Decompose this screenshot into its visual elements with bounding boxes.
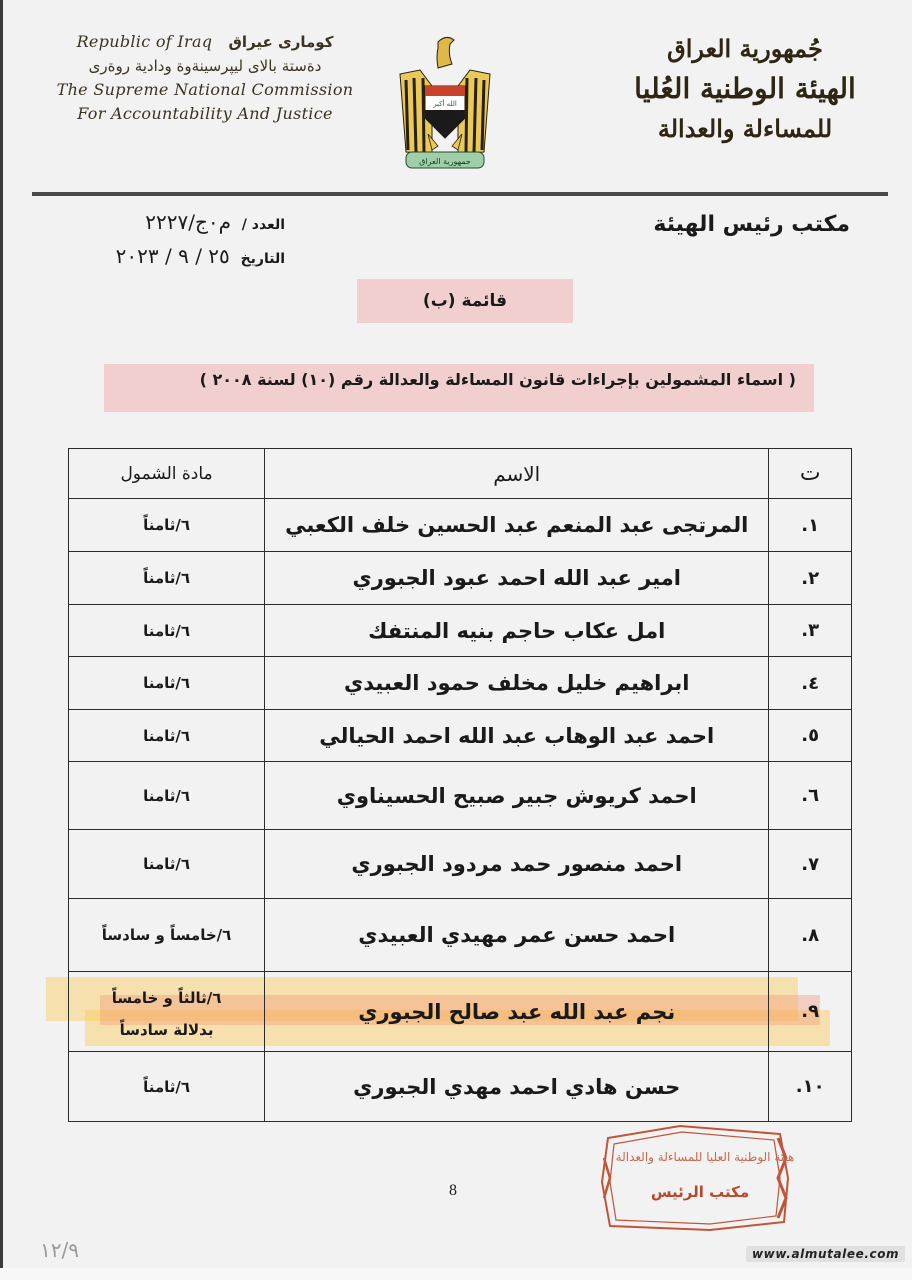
row-criterion: ٦/ثامنا xyxy=(69,762,265,830)
row-number: ١٠. xyxy=(769,1052,852,1122)
row-criterion: ٦/ثامنا xyxy=(69,657,265,710)
table-row xyxy=(69,899,852,972)
stamp-office-text: مكتب الرئيس xyxy=(650,1183,750,1201)
header-en-accountability: For Accountability And Justice xyxy=(77,104,333,123)
table-row xyxy=(69,552,852,605)
emblem-eagle-head xyxy=(437,37,454,68)
header-left xyxy=(40,30,370,126)
row-name: احمد منصور حمد مردود الجبوري xyxy=(265,830,769,899)
row-criterion: ٦/ثامنا xyxy=(69,710,265,762)
header-ku-republic: كومارى عيراق xyxy=(228,33,334,51)
header-en-republic: Republic of Iraq xyxy=(76,32,213,51)
row-number: ١. xyxy=(769,499,852,552)
header-left-line1 xyxy=(40,30,370,54)
reference-block xyxy=(55,205,285,273)
list-subtitle xyxy=(104,364,814,412)
table-row xyxy=(69,710,852,762)
row-criterion: ٦/ثامنا xyxy=(69,830,265,899)
row-criterion-line1: ٦/ثالثاً و خامساً xyxy=(111,988,222,1007)
row-name: احمد حسن عمر مهيدي العبيدي xyxy=(265,899,769,972)
row-number: ٥. xyxy=(769,710,852,762)
header-ku-commission: دةستة بالاى ليپرسينةوة ودادية روةرى xyxy=(88,57,322,75)
row-criterion: ٦/ثامناً xyxy=(69,1052,265,1122)
office-stamp-icon xyxy=(590,1118,800,1236)
names-table xyxy=(68,448,852,1122)
reference-label: العدد / xyxy=(241,217,285,233)
row-name: نجم عبد الله عبد صالح الجبوري xyxy=(265,972,769,1052)
row-name: احمد عبد الوهاب عبد الله احمد الحيالي xyxy=(265,710,769,762)
row-name: حسن هادي احمد مهدي الجبوري xyxy=(265,1052,769,1122)
row-number: ٦. xyxy=(769,762,852,830)
row-name: امير عبد الله احمد عبود الجبوري xyxy=(265,552,769,605)
table-row xyxy=(69,499,852,552)
row-criterion-line2: بدلالة سادساً xyxy=(119,1020,214,1039)
row-number: ٧. xyxy=(769,830,852,899)
table-row xyxy=(69,657,852,710)
office-title: مكتب رئيس الهيئة xyxy=(653,212,850,237)
row-criterion: ٦/ثامنا xyxy=(69,605,265,657)
row-name: المرتجى عبد المنعم عبد الحسين خلف الكعبي xyxy=(265,499,769,552)
row-name: ابراهيم خليل مخلف حمود العبيدي xyxy=(265,657,769,710)
header-ar-republic: جُمهورية العراق xyxy=(667,34,823,63)
row-criterion xyxy=(69,972,265,1052)
emblem-caption: جمهورية العراق xyxy=(419,157,471,166)
row-criterion: ٦/ثامناً xyxy=(69,499,265,552)
table-row xyxy=(69,762,852,830)
row-number: ٩. xyxy=(769,972,852,1052)
date-value: ٢٥ / ٩ / ٢٠٢٣ xyxy=(115,244,230,268)
emblem-inscription: الله أكبر xyxy=(433,100,457,108)
header-ar-accountability: للمساءلة والعدالة xyxy=(657,114,833,143)
stamp-commission-text: هيئة الوطنية العليا للمساءلة والعدالة xyxy=(615,1150,795,1164)
list-title: قائمة (ب) xyxy=(357,279,573,323)
website-watermark: www.almutalee.com xyxy=(746,1246,905,1262)
row-number: ٢. xyxy=(769,552,852,605)
row-number: ٨. xyxy=(769,899,852,972)
table-row xyxy=(69,605,852,657)
table-row xyxy=(69,1052,852,1122)
header-number: ت xyxy=(769,449,852,499)
table-row-highlighted xyxy=(69,972,852,1052)
row-criterion: ٦/خامساً و سادساً xyxy=(69,899,265,972)
row-name: امل عكاب حاجم بنيه المنتفك xyxy=(265,605,769,657)
reference-value: م٠ج/٢٢٢٧ xyxy=(145,210,231,234)
row-name: احمد كريوش جبير صبيح الحسيناوي xyxy=(265,762,769,830)
header-right xyxy=(600,30,890,148)
row-criterion: ٦/ثامناً xyxy=(69,552,265,605)
header-criterion: مادة الشمول xyxy=(69,449,265,499)
row-number: ٣. xyxy=(769,605,852,657)
list-subtitle-text: ( اسماء المشمولين بإجراءات قانون المساءلة والعدالة رقم (١٠) لسنة ٢٠٠٨ ) xyxy=(199,370,796,389)
header-divider xyxy=(32,192,888,196)
handwritten-note: ١٢/٩ xyxy=(40,1238,79,1262)
date-row xyxy=(55,239,285,273)
scan-edge xyxy=(0,0,3,1280)
header-name: الاسم xyxy=(265,449,769,499)
table-header-row xyxy=(69,449,852,499)
header-ar-commission: الهيئة الوطنية العُليا xyxy=(634,72,856,105)
bottom-strip xyxy=(0,1268,912,1280)
reference-number-row xyxy=(55,205,285,239)
page-number: 8 xyxy=(449,1182,457,1199)
row-number: ٤. xyxy=(769,657,852,710)
iraq-emblem-icon xyxy=(392,34,498,174)
date-label: التاريخ xyxy=(240,251,285,267)
table-row xyxy=(69,830,852,899)
header-en-commission: The Supreme National Commission xyxy=(56,80,354,99)
